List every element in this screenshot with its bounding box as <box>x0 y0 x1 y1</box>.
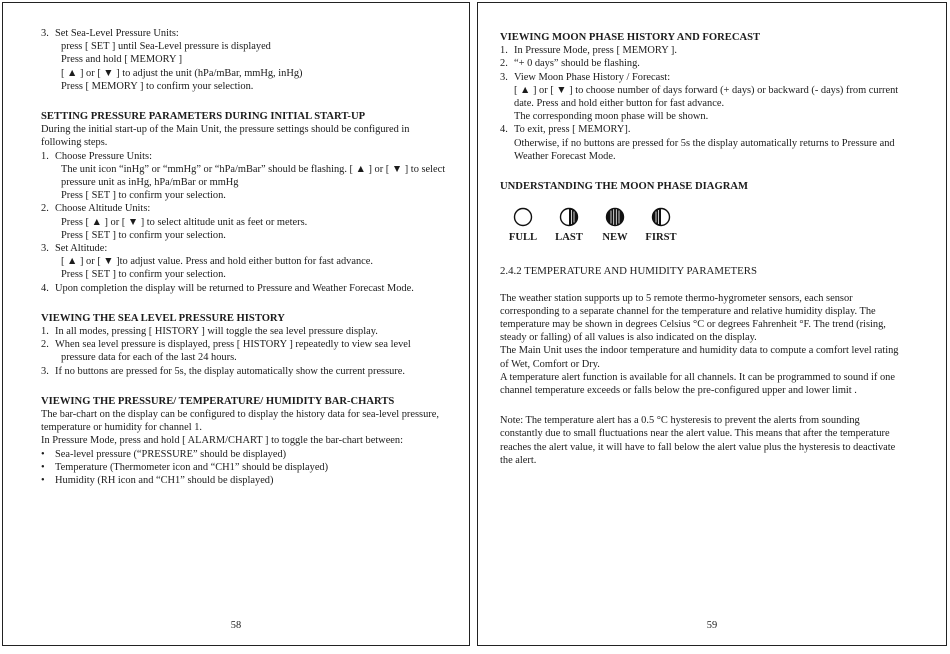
paragraph-line: corresponding to a separate channel for the temperature and relative humidity display. The <box>500 305 876 317</box>
bullet-text: Sea-level pressure (“PRESSURE” should be displayed) <box>55 448 287 460</box>
bullet-item <box>41 461 447 474</box>
item-text: Choose Altitude Units: <box>55 203 151 215</box>
paragraph-line: During the initial start-up of the Main Unit, the pressure settings should be configured in <box>41 124 410 136</box>
step-line: press [ SET ] until Sea-Level pressure is displayed <box>61 41 271 53</box>
numbered-item <box>41 202 447 215</box>
moon-phase-first <box>638 207 684 244</box>
numbered-item <box>500 123 924 136</box>
item-text: Upon completion the display will be returned to Pressure and Weather Forecast Mode. <box>55 282 414 294</box>
paragraph-line: In Pressure Mode, press and hold [ ALARM/CHART ] to toggle the bar-chart between: <box>41 435 403 447</box>
item-line: Press [ ▲ ] or [ ▼ ] to select altitude unit as feet or meters. <box>61 216 308 228</box>
numbered-item <box>41 242 447 255</box>
item-text: View Moon Phase History / Forecast: <box>514 71 671 83</box>
paragraph-line: of Wet, Comfort or Dry. <box>500 358 600 370</box>
paragraph-line: temperature may be shown in degrees Celsius °C or degrees Fahrenheit °F. The trend (rising, <box>500 319 886 331</box>
numbered-item <box>500 44 924 57</box>
item-line: [ ▲ ] or [ ▼ ]to adjust value. Press and hold either button for fast advance. <box>61 256 373 268</box>
new-moon-icon <box>605 207 625 227</box>
item-text: Choose Pressure Units: <box>55 150 152 162</box>
item-number: 1. <box>41 326 49 338</box>
paragraph-line: following steps. <box>41 137 108 149</box>
bullet-text: Humidity (RH icon and “CH1” should be displayed) <box>55 475 274 487</box>
first-quarter-moon-icon <box>651 207 671 227</box>
item-line: The corresponding moon phase will be shown. <box>514 111 709 123</box>
page-left <box>2 2 470 646</box>
full-moon-icon <box>513 207 533 227</box>
moon-phase-last <box>546 207 592 244</box>
item-line: Otherwise, if no buttons are pressed for 5s the display automatically returns to Pressure and <box>514 137 895 149</box>
section-heading: VIEWING THE PRESSURE/ TEMPERATURE/ HUMIDITY BAR-CHARTS <box>41 395 395 407</box>
note-line: the alert. <box>500 454 537 466</box>
paragraph-line: The Main Unit uses the indoor temperature and humidity data to compute a comfort level rating <box>500 345 899 357</box>
paragraph-line: steady or falling) of all values is also indicated on the display. <box>500 332 757 344</box>
page-left-content <box>41 27 447 487</box>
item-line: Press [ SET ] to confirm your selection. <box>61 269 226 281</box>
step-number: 3. <box>41 28 49 39</box>
moon-phase-diagram <box>500 207 924 244</box>
page-right-content <box>500 31 924 467</box>
item-text: Set Altitude: <box>55 243 108 255</box>
item-line: pressure data for each of the last 24 hours. <box>61 352 237 364</box>
item-line: Press [ SET ] to confirm your selection. <box>61 229 226 241</box>
moon-phase-label: LAST <box>555 232 583 244</box>
paragraph-line: A temperature alert function is available for all channels. It can be programmed to sound if one <box>500 371 895 383</box>
last-quarter-moon-icon <box>559 207 579 227</box>
bullet-icon: • <box>41 448 45 460</box>
item-number: 3. <box>500 71 508 83</box>
moon-phase-full <box>500 207 546 244</box>
numbered-item <box>500 57 924 70</box>
section-heading: VIEWING MOON PHASE HISTORY AND FORECAST <box>500 32 761 43</box>
section-heading: UNDERSTANDING THE MOON PHASE DIAGRAM <box>500 181 748 193</box>
item-number: 1. <box>41 150 49 162</box>
item-text: In Pressure Mode, press [ MEMORY ]. <box>514 45 677 57</box>
pressure-units-step <box>41 27 447 40</box>
bullet-text: Temperature (Thermometer icon and “CH1” should be displayed) <box>55 461 329 473</box>
page-number: 59 <box>706 620 718 631</box>
item-text: To exit, press [ MEMORY]. <box>514 124 631 136</box>
paragraph-line: temperature or humidity for channel 1. <box>41 422 202 434</box>
item-line: [ ▲ ] or [ ▼ ] to choose number of days forward (+ days) or backward (- days) from current <box>514 84 899 96</box>
item-line: pressure unit as inHg, hPa/mBar or mmHg <box>61 177 239 189</box>
item-text: “+ 0 days” should be flashing. <box>514 58 640 70</box>
item-number: 4. <box>500 124 508 136</box>
step-line: [ ▲ ] or [ ▼ ] to adjust the unit (hPa/mBar, mmHg, inHg) <box>61 67 303 79</box>
note-line: reaches the alert value, it will have to fall below the alert value plus the hysteresis to deactivate <box>500 441 896 453</box>
paragraph-line: The weather station supports up to 5 remote thermo-hygrometer sensors, each sensor <box>500 292 853 304</box>
page-right <box>477 2 947 646</box>
section-heading: SETTING PRESSURE PARAMETERS DURING INITIAL START-UP <box>41 111 366 123</box>
item-number: 4. <box>41 282 49 294</box>
item-line: Press [ SET ] to confirm your selection. <box>61 190 226 202</box>
numbered-item <box>500 71 924 84</box>
bullet-item <box>41 448 447 461</box>
numbered-item <box>41 325 447 338</box>
numbered-item <box>41 338 447 351</box>
paragraph-line: channel temperature exceeds or falls below the pre-configured upper and lower limit . <box>500 385 857 397</box>
moon-phase-new <box>592 207 638 244</box>
step-line: Press and hold [ MEMORY ] <box>61 54 183 66</box>
bullet-item <box>41 474 447 487</box>
item-line: Weather Forecast Mode. <box>514 150 616 162</box>
section-heading: VIEWING THE SEA LEVEL PRESSURE HISTORY <box>41 312 285 324</box>
step-line: Press [ MEMORY ] to confirm your selection. <box>61 80 254 92</box>
section-heading: 2.4.2 TEMPERATURE AND HUMIDITY PARAMETERS <box>500 265 757 278</box>
numbered-item <box>41 282 447 295</box>
item-text: If no buttons are pressed for 5s, the display automatically show the current pressure. <box>55 365 406 377</box>
note-line: constantly due to small fluctuations near the alert value. This means that after the temperature <box>500 428 890 440</box>
moon-phase-label: FULL <box>508 232 538 244</box>
item-number: 3. <box>41 243 49 255</box>
numbered-item <box>41 150 447 163</box>
item-text: In all modes, pressing [ HISTORY ] will toggle the sea level pressure display. <box>55 326 378 338</box>
page-number: 58 <box>230 620 242 631</box>
numbered-item <box>41 365 447 378</box>
item-line: date. Press and hold either button for fast advance. <box>514 98 725 110</box>
item-number: 1. <box>500 45 508 57</box>
moon-phase-label: FIRST <box>645 232 677 244</box>
item-number: 2. <box>41 339 49 351</box>
item-number: 3. <box>41 365 49 377</box>
item-line: The unit icon “inHg” or “mmHg” or “hPa/mBar” should be flashing. [ ▲ ] or [ ▼ ] to select <box>61 163 446 175</box>
note-line: Note: The temperature alert has a 0.5 °C hysteresis to prevent the alerts from sounding <box>500 415 860 427</box>
item-text: When sea level pressure is displayed, press [ HISTORY ] repeatedly to view sea level <box>55 339 411 351</box>
bullet-icon: • <box>41 461 45 473</box>
moon-phase-label: NEW <box>602 232 628 244</box>
item-number: 2. <box>41 203 49 215</box>
step-text: Set Sea-Level Pressure Units: <box>55 28 179 39</box>
paragraph-line: The bar-chart on the display can be configured to display the history data for sea-level pressure, <box>41 409 439 421</box>
item-number: 2. <box>500 58 508 70</box>
bullet-icon: • <box>41 475 45 487</box>
